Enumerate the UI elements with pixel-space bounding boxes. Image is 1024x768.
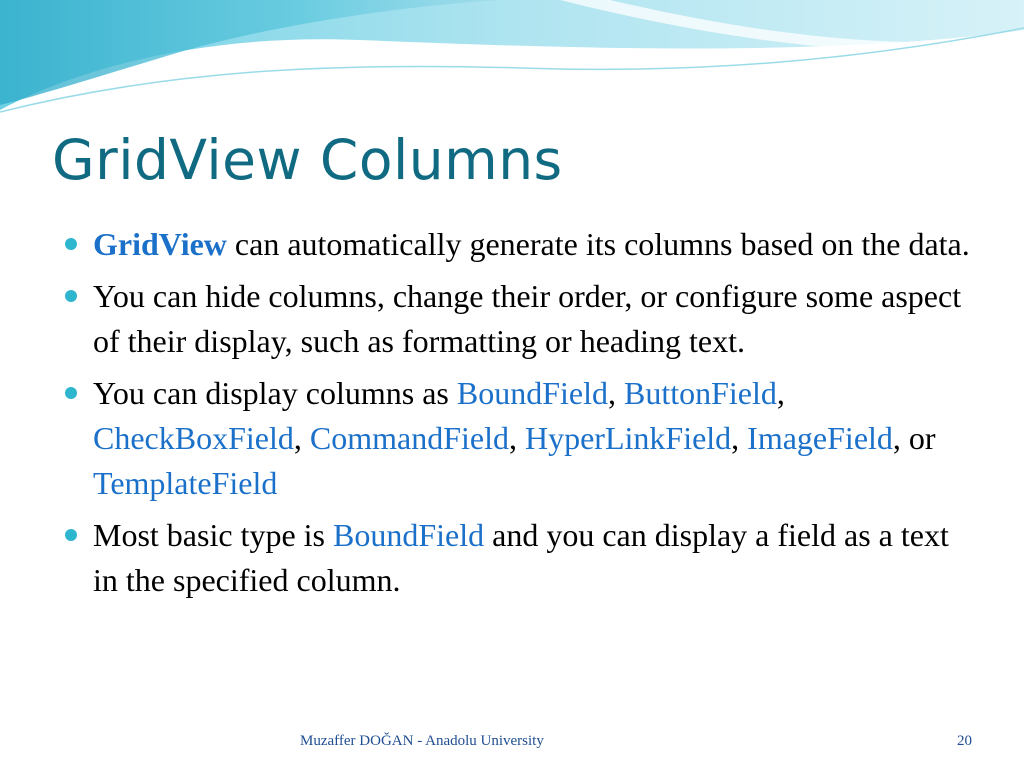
bullet-text (93, 375, 936, 501)
page-number: 20 (957, 733, 972, 749)
bullet-dot-icon (65, 238, 77, 250)
class-name-keyword: HyperLinkField (524, 420, 732, 456)
class-name-keyword: CommandField (309, 420, 509, 456)
text-segment: You can display columns as (93, 375, 457, 411)
text-segment: , (508, 420, 525, 456)
bullet-item (62, 371, 972, 506)
text-segment: , (607, 375, 624, 411)
text-segment: , (293, 420, 310, 456)
text-segment: and you can display a field as a text in the specified column. (93, 517, 949, 598)
bullet-item (62, 513, 972, 603)
footer-text: Muzaffer DOĞAN - Anadolu University (300, 733, 544, 749)
class-name-keyword: TemplateField (93, 465, 278, 501)
text-segment: , (731, 420, 748, 456)
bullet-list (62, 222, 972, 610)
slide-title: GridView Columns (52, 128, 563, 192)
bullet-text (93, 278, 961, 359)
header-wave-decoration (0, 0, 1024, 130)
bullet-text (93, 226, 970, 262)
bullet-text (93, 517, 949, 598)
class-name-keyword: ImageField (747, 420, 893, 456)
bullet-dot-icon (65, 529, 77, 541)
class-name-keyword: BoundField (456, 375, 608, 411)
bullet-dot-icon (65, 290, 77, 302)
class-name-keyword: ButtonField (623, 375, 777, 411)
text-segment: can automatically generate its columns based on the data. (226, 226, 970, 262)
text-segment: You can hide columns, change their order, or configure some aspect of their display, such as formatting or heading text. (93, 278, 962, 359)
class-name-keyword: BoundField (332, 517, 485, 553)
bullet-item (62, 274, 972, 364)
text-segment: , (776, 375, 785, 411)
text-segment: Most basic type is (93, 517, 333, 553)
text-segment: , or (892, 420, 936, 456)
bullet-dot-icon (65, 387, 77, 399)
class-name-keyword: CheckBoxField (93, 420, 294, 456)
class-name-keyword: GridView (93, 226, 227, 262)
bullet-item (62, 222, 972, 267)
